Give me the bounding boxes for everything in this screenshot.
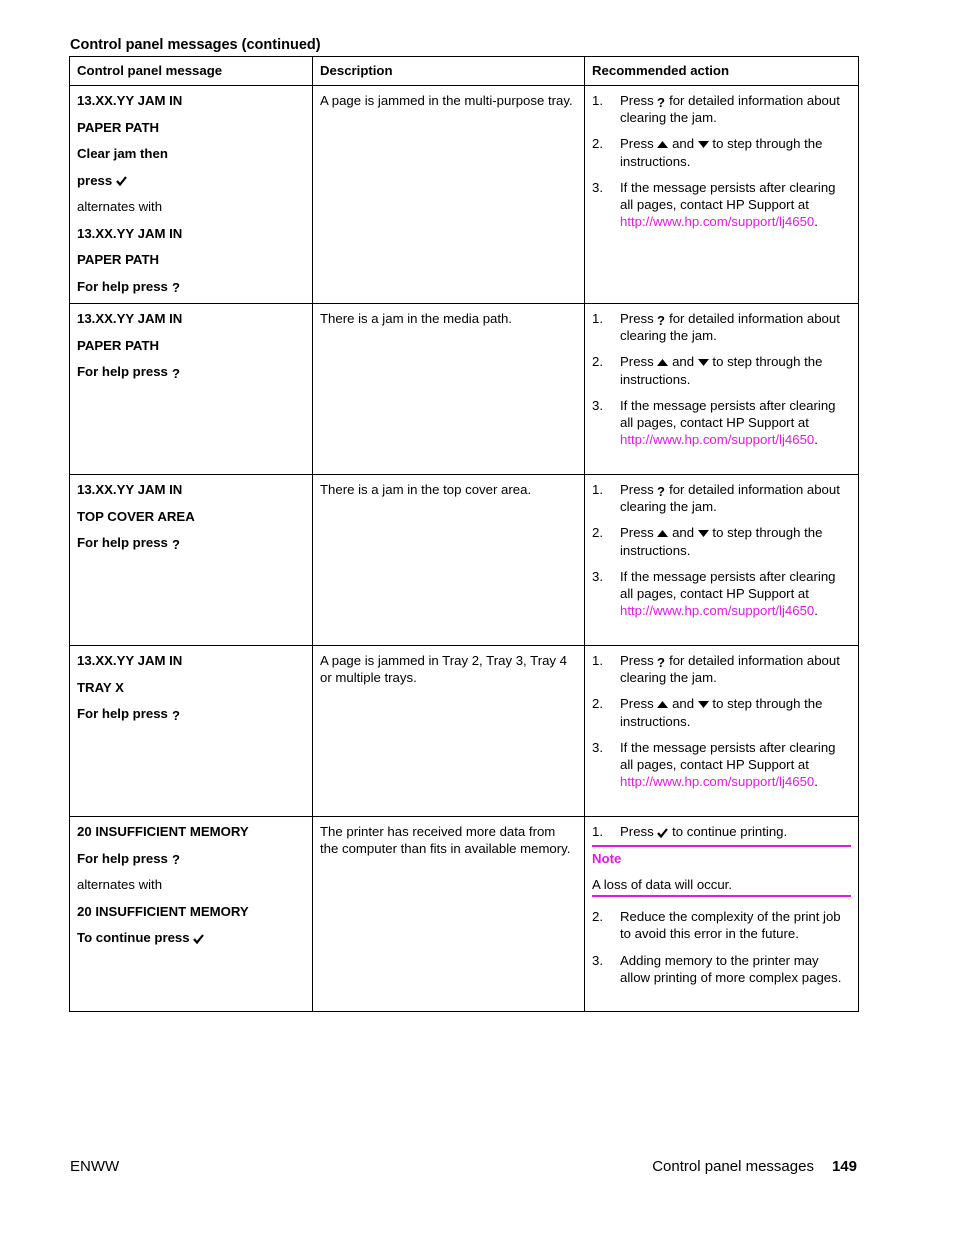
down-arrow-icon (698, 530, 709, 537)
help-question-icon (657, 485, 665, 497)
description-text: A page is jammed in Tray 2, Tray 3, Tray 4 or multiple trays. (320, 653, 568, 686)
action-step: 3. If the message persists after clearing all pages, contact HP Support at http://www.hp.com/support/lj4650. (592, 397, 836, 448)
hp-support-link[interactable]: http://www.hp.com/support/lj4650 (620, 603, 815, 619)
message-cell (70, 646, 313, 817)
checkmark-icon (193, 934, 204, 944)
action-cell (585, 304, 859, 475)
message-line: alternates with (77, 199, 163, 214)
action-step: 1. Press ? for detailed information about clearing the jam. (592, 653, 840, 686)
message-cell (70, 475, 313, 646)
message-line: 13.XX.YY JAM IN (77, 653, 183, 668)
description-cell (313, 646, 585, 817)
help-question-icon (657, 656, 665, 668)
description-text: There is a jam in the media path. (320, 311, 513, 326)
help-question-icon (172, 367, 180, 379)
hp-support-link[interactable]: http://www.hp.com/support/lj4650 (620, 432, 815, 448)
action-step: 1. Press to continue printing. (592, 824, 788, 839)
note-text: A loss of data will occur. (592, 877, 732, 893)
action-step: 3. Adding memory to the printer may allow printing of more complex pages. (592, 952, 842, 985)
action-step: 1. Press ? for detailed information about clearing the jam. (592, 93, 840, 126)
action-cell (585, 86, 859, 304)
down-arrow-icon (698, 359, 709, 366)
footer-left: ENWW (70, 1158, 120, 1175)
table-header-row (70, 57, 859, 86)
down-arrow-icon (698, 141, 709, 148)
message-cell (70, 304, 313, 475)
description-text: The printer has received more data from the computer than fits in available memory. (320, 824, 571, 857)
up-arrow-icon (657, 359, 668, 366)
down-arrow-icon (698, 701, 709, 708)
header-recommended-action: Recommended action (585, 57, 859, 86)
action-step: 3. If the message persists after clearing all pages, contact HP Support at http://www.hp.com/support/lj4650. (592, 179, 836, 230)
message-line-with-icon: For help press ? (77, 535, 180, 550)
svg-text:?: ? (171, 708, 180, 721)
action-step: 3. If the message persists after clearing all pages, contact HP Support at http://www.hp.com/support/lj4650. (592, 568, 836, 619)
message-line: PAPER PATH (77, 252, 160, 267)
action-cell (585, 646, 859, 817)
action-step: 2. Press and to step through the instructions. (592, 354, 823, 387)
action-cell (585, 475, 859, 646)
help-question-icon (172, 281, 180, 293)
note-label: Note (592, 851, 622, 867)
svg-text:?: ? (657, 484, 666, 497)
svg-text:?: ? (171, 537, 180, 550)
help-question-icon (657, 314, 665, 326)
svg-text:?: ? (171, 281, 180, 294)
message-line-with-icon: For help press ? (77, 850, 180, 866)
header-description: Description (313, 57, 585, 86)
header-control-panel-message: Control panel message (70, 57, 313, 86)
message-line: Clear jam then (77, 146, 168, 161)
hp-support-link[interactable]: http://www.hp.com/support/lj4650 (620, 774, 815, 790)
table-row (70, 817, 859, 1012)
table-row (70, 646, 859, 817)
message-cell (70, 86, 313, 304)
footer-section: Control panel messages (652, 1158, 814, 1175)
message-line-with-icon: To continue press (77, 929, 305, 946)
description-cell (313, 475, 585, 646)
svg-text:?: ? (657, 655, 666, 668)
help-question-icon (172, 853, 180, 865)
message-line: TOP COVER AREA (77, 508, 195, 524)
action-step: 1. Press ? for detailed information about clearing the jam. (592, 311, 840, 344)
table-caption: Control panel messages (continued) (70, 37, 321, 53)
message-cell (70, 817, 313, 1012)
help-question-icon (172, 538, 180, 550)
action-cell (585, 817, 859, 1012)
action-step: 3. If the message persists after clearing all pages, contact HP Support at http://www.hp.com/support/lj4650. (592, 739, 836, 790)
message-line: TRAY X (77, 679, 124, 695)
svg-text:?: ? (171, 366, 180, 379)
table-row (70, 86, 859, 304)
action-step: 2. Press and to step through the instructions. (592, 525, 823, 558)
message-line: 20 INSUFFICIENT MEMORY (77, 824, 249, 839)
message-line-with-icon: For help press ? (77, 278, 180, 294)
description-cell (313, 817, 585, 1012)
description-text: There is a jam in the top cover area. (320, 482, 532, 497)
svg-text:?: ? (657, 313, 666, 326)
message-line-with-icon: For help press ? (77, 364, 180, 379)
hp-support-link[interactable]: http://www.hp.com/support/lj4650 (620, 214, 815, 230)
action-step: 2. Reduce the complexity of the print job to avoid this error in the future. (592, 909, 841, 942)
up-arrow-icon (657, 701, 668, 708)
description-text: A page is jammed in the multi-purpose tray. (320, 93, 573, 108)
message-line: 13.XX.YY JAM IN (77, 311, 183, 326)
checkmark-icon (657, 828, 668, 838)
description-cell (313, 86, 585, 304)
message-line: 20 INSUFFICIENT MEMORY (77, 903, 249, 919)
svg-text:?: ? (657, 95, 666, 108)
table-row (70, 304, 859, 475)
description-cell (313, 304, 585, 475)
action-step: 1. Press ? for detailed information about clearing the jam. (592, 482, 840, 515)
message-line: alternates with (77, 877, 163, 892)
table-row (70, 475, 859, 646)
message-line-with-icon: For help press ? (77, 706, 180, 721)
message-line: 13.XX.YY JAM IN (77, 482, 183, 497)
message-line-with-icon: press (77, 172, 305, 189)
page-number: 149 (831, 1158, 857, 1175)
checkmark-icon (116, 176, 127, 186)
control-panel-messages-table (69, 56, 859, 1012)
message-line: 13.XX.YY JAM IN (77, 225, 183, 241)
message-line: PAPER PATH (77, 119, 160, 135)
action-step: 2. Press and to step through the instructions. (592, 696, 823, 729)
message-line: 13.XX.YY JAM IN (77, 93, 183, 108)
footer-right (652, 1158, 857, 1175)
help-question-icon (657, 96, 665, 108)
note-box (592, 845, 851, 897)
up-arrow-icon (657, 530, 668, 537)
up-arrow-icon (657, 141, 668, 148)
action-step: 2. Press and to step through the instructions. (592, 136, 823, 169)
help-question-icon (172, 709, 180, 721)
svg-text:?: ? (171, 853, 180, 866)
message-line: PAPER PATH (77, 337, 160, 353)
